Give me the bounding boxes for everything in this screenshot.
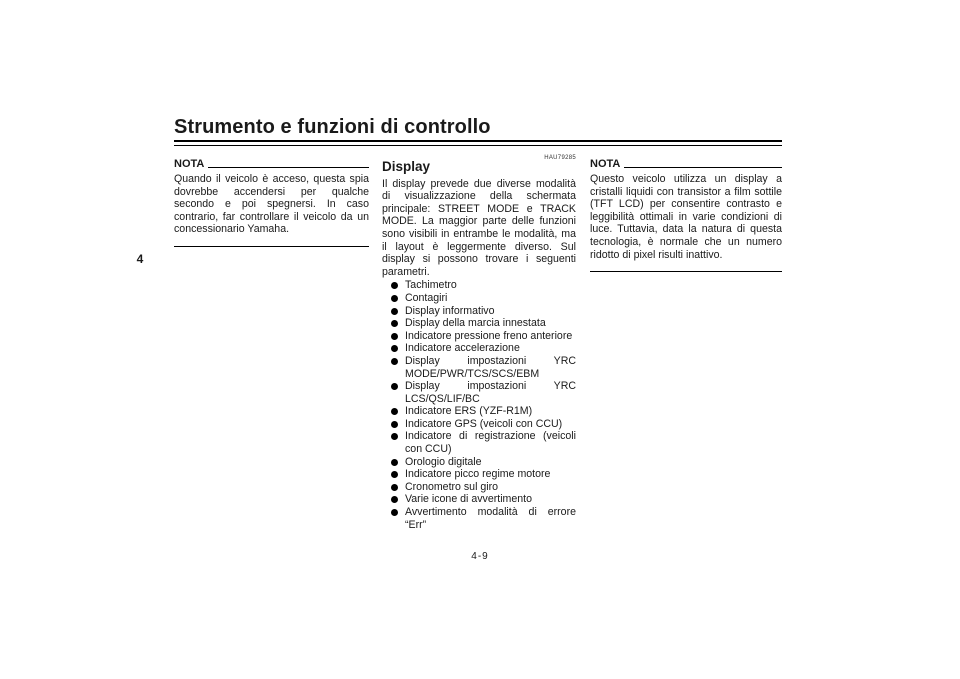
- right-note-label: NOTA: [590, 158, 621, 171]
- right-note-text: Questo veicolo utilizza un display a cristalli liquidi con transistor a film sottile (TFT LCD) per consentire contrasto e leggibilità ottimali in varie condizioni di luce. Tuttavia, data la natura di questa tecnologia, è normale che un numero ridotto di pixel risulti inattivo.: [590, 173, 782, 261]
- bullet-icon: [391, 471, 398, 478]
- bullet-icon: [391, 282, 398, 289]
- right-note-rule: [624, 167, 782, 168]
- list-item: Indicatore di registrazione (veicoli con CCU): [391, 430, 576, 455]
- list-item: Display impostazioni YRC MODE/PWR/TCS/SCS/EBM: [391, 355, 576, 380]
- bullet-icon: [391, 383, 398, 390]
- list-item: Indicatore pressione freno anteriore: [391, 330, 576, 343]
- bullet-icon: [391, 320, 398, 327]
- list-item: Indicatore ERS (YZF-R1M): [391, 405, 576, 418]
- left-note-label: NOTA: [174, 158, 205, 171]
- list-item: Display della marcia innestata: [391, 317, 576, 330]
- left-note-rule: [208, 167, 369, 168]
- list-item: Contagiri: [391, 292, 576, 305]
- bullet-icon: [391, 295, 398, 302]
- list-item: Orologio digitale: [391, 456, 576, 469]
- section-intro: Il display prevede due diverse modalità di visualizzazione della schermata principale: STREET MODE e TRACK MODE. La maggior parte delle funzioni sono visibili in entrambe le modalità, ma il layout è leggermente diverso. Sul display si possono trovare i seguenti parametri.: [382, 177, 576, 278]
- list-item: Varie icone di avvertimento: [391, 493, 576, 506]
- bullet-icon: [391, 408, 398, 415]
- display-section: [382, 152, 576, 531]
- parameter-list: [391, 279, 576, 531]
- left-note-end-rule: [174, 246, 369, 247]
- bullet-icon: [391, 308, 398, 315]
- left-note-text: Quando il veicolo è acceso, questa spia dovrebbe accendersi per qualche secondo e poi spegnersi. In caso contrario, far controllare il veicolo da un concessionario Yamaha.: [174, 173, 369, 236]
- bullet-icon: [391, 421, 398, 428]
- left-note-header: [174, 158, 369, 171]
- list-item: Avvertimento modalità di errore “Err”: [391, 506, 576, 531]
- list-item: Indicatore picco regime motore: [391, 468, 576, 481]
- section-heading: Display: [382, 159, 431, 174]
- list-item: Tachimetro: [391, 279, 576, 292]
- bullet-icon: [391, 358, 398, 365]
- bullet-icon: [391, 459, 398, 466]
- title-rule: [174, 140, 782, 142]
- bullet-icon: [391, 496, 398, 503]
- list-item: Indicatore accelerazione: [391, 342, 576, 355]
- bullet-icon: [391, 484, 398, 491]
- list-item: Display informativo: [391, 305, 576, 318]
- right-note: [590, 158, 782, 272]
- chapter-tab: 4: [136, 252, 144, 266]
- title-rule-thin: [174, 145, 782, 146]
- bullet-icon: [391, 509, 398, 516]
- right-note-end-rule: [590, 271, 782, 272]
- list-item: Cronometro sul giro: [391, 481, 576, 494]
- list-item: Display impostazioni YRC LCS/QS/LIF/BC: [391, 380, 576, 405]
- bullet-icon: [391, 333, 398, 340]
- bullet-icon: [391, 345, 398, 352]
- list-item: Indicatore GPS (veicoli con CCU): [391, 418, 576, 431]
- section-code: HAU79285: [544, 155, 576, 161]
- right-note-header: [590, 158, 782, 171]
- page-number: 4-9: [471, 551, 489, 562]
- page-title: Strumento e funzioni di controllo: [174, 116, 491, 138]
- left-note: [174, 158, 369, 247]
- bullet-icon: [391, 433, 398, 440]
